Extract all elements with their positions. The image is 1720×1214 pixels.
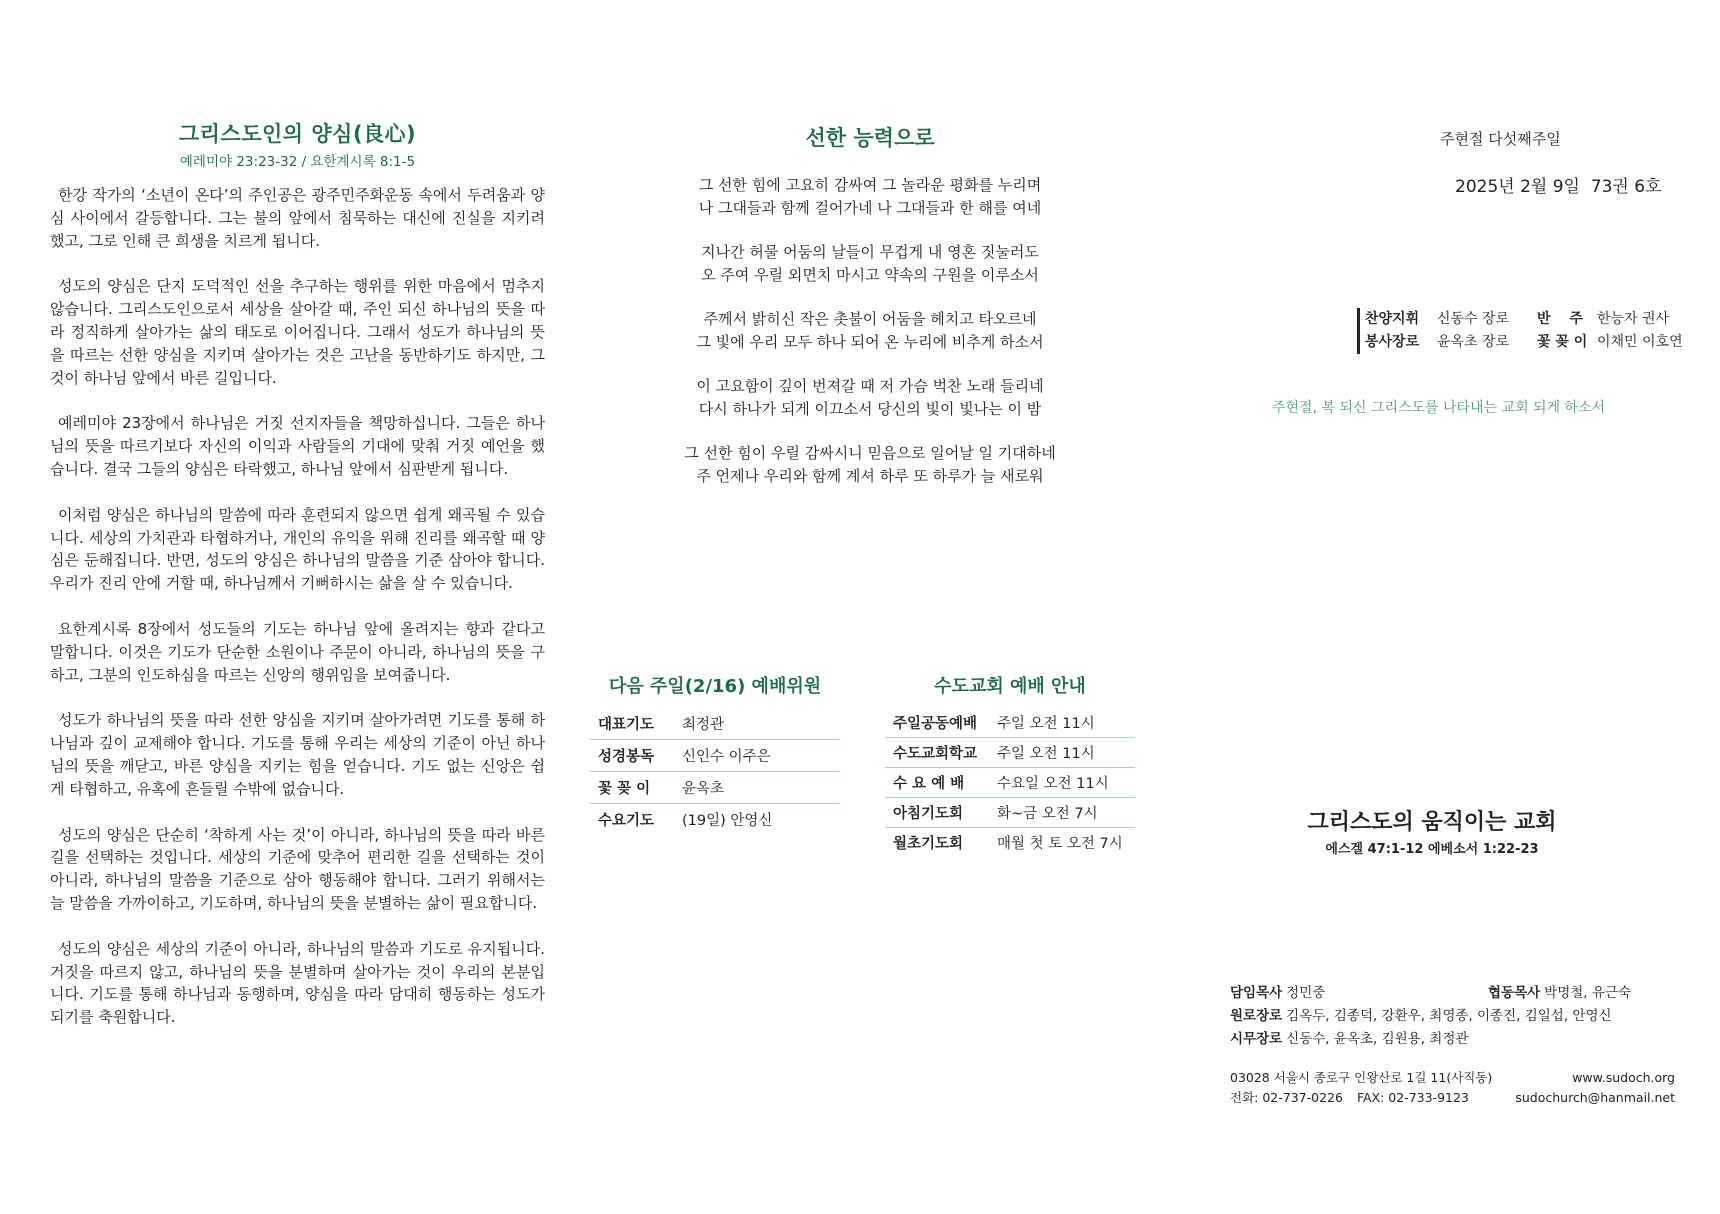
table-row — [885, 768, 1135, 798]
sermon-body — [50, 184, 545, 1029]
sermon-title: 그리스도인의 양심(良心) — [178, 122, 417, 146]
worship-table — [885, 708, 1135, 857]
prayer-of-the-week: 주현절, 복 되신 그리스도를 나타내는 교회 되게 하소서 — [1272, 400, 1606, 416]
hymn-line: 주 언제나 우리와 함께 계셔 하루 또 하루가 늘 새로워 — [696, 466, 1044, 485]
servant-label: 꽃 꽂 이 — [1537, 334, 1588, 350]
table-row — [590, 740, 840, 772]
contact-row — [1230, 1068, 1675, 1088]
sermon-paragraph: 성도의 양심은 세상의 기준이 아니라, 하나님의 말씀과 기도로 유지됩니다. 거짓을 따르지 않고, 하나님의 뜻을 분별하며 살아가는 것이 우리의 본분입니다. 기도를 통해 하나님과 동행하며, 양심을 따라 담대히 행동하는 성도가 되기를 축원합니다. — [50, 939, 545, 1027]
servant-value: 신동수 장로 — [1437, 311, 1510, 327]
church-email-link[interactable]: sudochurch@hanmail.net — [1515, 1090, 1675, 1105]
church-fax: FAX: 02-733-9123 — [1356, 1090, 1469, 1105]
service-name: 수 요 예 배 — [885, 768, 989, 798]
servant-value: 윤옥초 장로 — [1437, 334, 1510, 350]
staff-names: 박명철, 유근숙 — [1544, 985, 1632, 1001]
sermon-paragraph: 요한계시록 8장에서 성도들의 기도는 하나님 앞에 올려지는 향과 같다고 말합니다. 이것은 기도가 단순한 소원이나 주문이 아니라, 하나님의 뜻을 구하고, 그분의 인도하심을 따르는 신앙의 행위임을 보여줍니다. — [50, 619, 545, 684]
role-name: 신인수 이주은 — [674, 740, 840, 772]
hymn-verse — [640, 442, 1100, 487]
hymn-title: 선한 능력으로 — [805, 126, 935, 150]
service-time: 주일 오전 11시 — [989, 708, 1135, 738]
liturgical-season: 주현절 다섯째주일 — [1440, 130, 1561, 148]
service-name: 아침기도회 — [885, 798, 989, 828]
hymn-line: 이 고요함이 깊이 번져갈 때 저 가슴 벅찬 노래 들리네 — [696, 377, 1044, 395]
hymn-line: 그 선한 힘에 고요히 감싸여 그 놀라운 평화를 누리며 — [698, 176, 1042, 194]
staff-row — [1230, 982, 1631, 1005]
bulletin-date: 2025년 2월 9일 — [1455, 177, 1580, 197]
role-name: 최정관 — [674, 708, 840, 740]
sermon-paragraph: 한강 작가의 ‘소년이 온다’의 주인공은 광주민주화운동 속에서 두려움과 양심 사이에서 갈등합니다. 그는 불의 앞에서 침묵하는 대신에 진실을 지키려 했고, 그로 인해 큰 희생을 치르게 됩니다. — [50, 186, 545, 250]
staff-names: 김옥두, 김종덕, 강환우, 최영종, 이종진, 김일섭, 안영신 — [1286, 1008, 1612, 1024]
service-time: 화~금 오전 7시 — [989, 798, 1135, 828]
hymn-verses — [640, 174, 1100, 487]
hymn-line: 지나간 허물 어둠의 날들이 무겁게 내 영혼 짓눌러도 — [701, 243, 1039, 261]
sermon-paragraph: 성도의 양심은 단순히 ‘착하게 사는 것’이 아니라, 하나님의 뜻을 따라 바른 길을 선택하는 것입니다. 세상의 기준에 맞추어 편리한 길을 선택하는 것이 아니라, 하나님의 말씀을 기준으로 삼아 행동해야 합니다. 그러기 위해서는 늘 말씀을 가까이하고, 기도하며, 하나님의 뜻을 분별하는 삶이 필요합니다. — [50, 825, 545, 912]
hymn-line: 오 주여 우릴 외면치 마시고 약속의 구원을 이루소서 — [701, 265, 1039, 284]
staff-row — [1230, 1028, 1631, 1051]
table-row — [885, 708, 1135, 738]
hymn-line: 나 그대들과 함께 걸어가네 나 그대들과 한 해를 여네 — [698, 198, 1042, 217]
next-week-committee — [590, 672, 840, 835]
church-phone: 전화: 02-737-0226 — [1230, 1090, 1343, 1105]
service-name: 월초기도회 — [893, 836, 964, 852]
servant-row — [1365, 308, 1683, 331]
associate-pastor — [1488, 985, 1631, 1001]
role-name: (19일) 안영신 — [682, 813, 773, 829]
servant-label: 봉사장로 — [1365, 334, 1420, 350]
staff-list — [1230, 982, 1631, 1051]
sermon-column — [50, 118, 545, 1052]
contact-info — [1230, 1068, 1675, 1108]
staff-label: 시무장로 — [1230, 1031, 1283, 1047]
bulletin-date-line — [1455, 172, 1662, 197]
role-label: 꽃 꽂 이 — [590, 772, 674, 804]
table-row — [885, 828, 1135, 858]
servant-label: 찬양지휘 — [1365, 311, 1420, 327]
role-name: 윤옥초 — [674, 772, 840, 804]
hymn-line: 주께서 밝히신 작은 촛불이 어둠을 헤치고 타오르네 — [703, 310, 1037, 328]
service-time: 매월 첫 토 오전 7시 — [997, 836, 1123, 852]
contact-row — [1230, 1088, 1675, 1108]
hymn-verse — [640, 375, 1100, 420]
sermon-reference: 예레미야 23:23-32 / 요한계시록 8:1-5 — [179, 154, 416, 170]
service-time: 수요일 오전 11시 — [989, 768, 1135, 798]
table-row — [590, 708, 840, 740]
service-name: 주일공동예배 — [885, 708, 989, 738]
service-time: 주일 오전 11시 — [989, 738, 1135, 768]
staff-names: 신동수, 윤옥초, 김원용, 최정관 — [1286, 1031, 1469, 1047]
staff-label: 담임목사 — [1230, 985, 1283, 1001]
role-label: 대표기도 — [590, 708, 674, 740]
hymn-section — [640, 122, 1100, 509]
hymn-verse — [640, 308, 1100, 353]
church-verse: 에스겔 47:1-12 에베소서 1:22-23 — [1325, 842, 1539, 857]
role-label: 성경봉독 — [590, 740, 674, 772]
table-row — [590, 804, 840, 836]
staff-label: 원로장로 — [1230, 1008, 1283, 1024]
church-website-link[interactable]: www.sudoch.org — [1572, 1070, 1675, 1085]
church-address: 03028 서울시 종로구 인왕산로 1길 11(사직동) — [1230, 1070, 1493, 1085]
staff-names: 정민중 — [1286, 985, 1326, 1001]
staff-row — [1230, 1005, 1631, 1028]
table-row — [885, 798, 1135, 828]
service-name: 수도교회학교 — [885, 738, 989, 768]
sermon-paragraph: 성도가 하나님의 뜻을 따라 선한 양심을 지키며 살아가려면 기도를 통해 하나님과 깊이 교제해야 합니다. 기도를 통해 우리는 세상의 기준이 아닌 하나님의 뜻을 깨닫고, 바른 양심을 지키는 힘을 얻습니다. 기도 없는 신앙은 쉽게 타협하고, 유혹에 흔들릴 수밖에 없습니다. — [50, 711, 545, 798]
table-row — [590, 772, 840, 804]
senior-pastor — [1230, 982, 1488, 1005]
sermon-paragraph: 성도의 양심은 단지 도덕적인 선을 추구하는 행위를 위한 마음에서 멈추지 않습니다. 그리스도인으로서 세상을 살아갈 때, 주인 되신 하나님의 뜻을 따라 정직하게 살아가는 삶의 태도로 이어집니다. 그래서 성도가 하나님의 뜻을 따르는 선한 양심을 지키며 살아가는 것은 고난을 동반하기도 하지만, 그것이 하나님 앞에서 바른 길입니다. — [50, 277, 545, 387]
hymn-line: 그 빛에 우리 모두 하나 되어 온 누리에 비추게 하소서 — [696, 332, 1044, 351]
next-week-table — [590, 708, 840, 835]
table-row — [885, 738, 1135, 768]
staff-label: 협동목사 — [1488, 985, 1541, 1001]
servant-row — [1365, 331, 1683, 354]
bulletin-volume: 73권 6호 — [1590, 177, 1662, 197]
hymn-line: 다시 하나가 되게 이끄소서 당신의 빛이 빛나는 이 밤 — [698, 399, 1042, 418]
sermon-paragraph: 이처럼 양심은 하나님의 말씀에 따라 훈련되지 않으면 쉽게 왜곡될 수 있습니다. 세상의 가치관과 타협하거나, 개인의 유익을 위해 진리를 왜곡할 때 양심은 둔해집니다. 반면, 성도의 양심은 하나님의 말씀을 기준 삼아야 합니다. 우리가 진리 안에 거할 때, 하나님께서 기뻐하시는 삶을 살 수 있습니다. — [50, 505, 545, 593]
servants-block — [1357, 308, 1683, 354]
hymn-verse — [640, 241, 1100, 286]
worship-guide — [885, 672, 1135, 857]
servant-value: 이채민 이호연 — [1597, 334, 1683, 350]
worship-guide-title: 수도교회 예배 안내 — [934, 676, 1086, 697]
phone-fax — [1230, 1088, 1469, 1108]
servant-value: 한능자 권사 — [1597, 311, 1670, 327]
hymn-verse — [640, 174, 1100, 219]
sermon-paragraph: 예레미야 23장에서 하나님은 거짓 선지자들을 책망하십니다. 그들은 하나님의 뜻을 따르기보다 자신의 이익과 사람들의 기대에 맞춰 거짓 예언을 했습니다. 결국 그들의 양심은 타락했고, 하나님 앞에서 심판받게 됩니다. — [50, 414, 545, 478]
next-week-title: 다음 주일(2/16) 예배위원 — [608, 676, 822, 697]
servant-label: 반 주 — [1537, 311, 1583, 327]
church-name: 그리스도의 움직이는 교회 — [1307, 810, 1557, 835]
hymn-line: 그 선한 힘이 우릴 감싸시니 믿음으로 일어날 일 기대하네 — [684, 444, 1056, 462]
role-label: 수요기도 — [598, 813, 655, 829]
